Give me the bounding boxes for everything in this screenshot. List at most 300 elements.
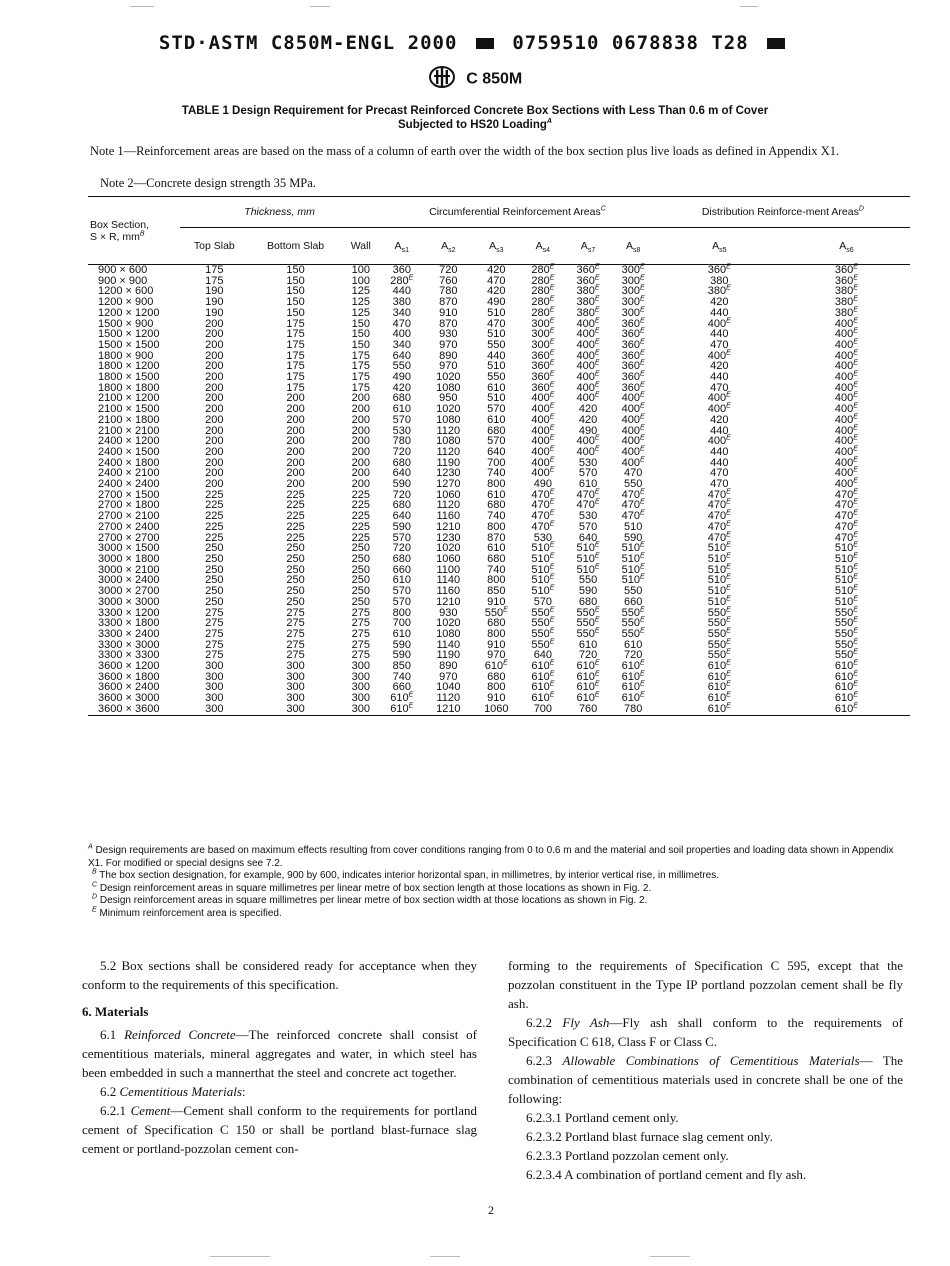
table-cell: 300: [286, 702, 305, 715]
table-cell: 470: [623, 467, 643, 480]
table-cell: $610^E$: [707, 680, 731, 694]
table-cell: 200: [205, 317, 224, 330]
table-cell: $280^E$: [390, 274, 414, 287]
table-cell: 200: [351, 478, 370, 491]
table-cell: 780: [623, 702, 643, 715]
table-cell: 490: [578, 424, 598, 437]
table-cell: 800: [392, 606, 411, 619]
table-cell: $550^E$: [707, 627, 731, 640]
table-cell: 200: [286, 456, 305, 469]
table-cell: $360^E$: [621, 316, 645, 330]
cell-box-section: 3300 × 1200: [98, 606, 160, 619]
table-cell: 530: [392, 424, 411, 437]
table-cell: $470^E$: [576, 498, 600, 512]
cell-box-section: 2400 × 1200: [98, 435, 160, 448]
table-cell: 200: [351, 467, 370, 480]
table-cell: 850: [392, 660, 411, 673]
table-cell: 250: [205, 574, 224, 587]
table-cell: 175: [351, 381, 370, 394]
list-item-6-2-3-3: 6.2.3.3 Portland pozzolan cement only.: [526, 1148, 729, 1163]
table-cell: 300: [351, 681, 370, 694]
table-cell: 420: [710, 360, 729, 373]
table-cell: 870: [439, 317, 458, 330]
para-6-2-1-cont: forming to the requirements of Specification C 595, except that the pozzolan constituent in the Type IP portland pozzolan cement shall be fly ash.: [508, 958, 903, 1011]
table-cell: $610^E$: [707, 670, 731, 683]
table-cell: 225: [205, 510, 224, 523]
table-cell: 440: [710, 328, 729, 341]
table-cell: 200: [205, 349, 224, 362]
table-cell: 740: [487, 467, 506, 480]
table-cell: 200: [205, 392, 224, 405]
header-top-slab: Top Slab: [193, 240, 235, 252]
table-cell: 680: [487, 670, 506, 683]
table-cell: $610^E$: [576, 680, 600, 694]
table-cell: 420: [710, 296, 729, 309]
table-cell: 550: [392, 360, 411, 373]
table-cell: $510^E$: [707, 552, 731, 565]
table-cell: $360^E$: [576, 274, 600, 287]
table-cell: 1270: [436, 478, 461, 491]
table-cell: 870: [439, 296, 458, 309]
table-cell: 225: [351, 488, 370, 501]
table-cell: $400^E$: [707, 348, 731, 362]
table-cell: $470^E$: [531, 498, 555, 512]
table-cell: 400: [392, 328, 411, 341]
table-cell: 200: [286, 413, 305, 426]
table-cell: $360^E$: [834, 263, 858, 276]
table-cell: $400^E$: [531, 434, 555, 448]
table-cell: 780: [439, 285, 458, 298]
table-cell: $360^E$: [621, 327, 645, 341]
table-cell: 250: [286, 542, 305, 555]
table-cell: 150: [286, 296, 305, 309]
table-cell: 200: [286, 392, 305, 405]
table-cell: 200: [351, 392, 370, 405]
table-cell: $360^E$: [531, 359, 555, 373]
table-cell: 200: [205, 360, 224, 373]
table-cell: 550: [623, 585, 643, 598]
table-cell: $400^E$: [531, 466, 555, 480]
table-cell: $400^E$: [834, 434, 858, 448]
table-cell: $550^E$: [576, 605, 600, 619]
table-cell: 680: [487, 617, 506, 630]
table-cell: 300: [205, 681, 224, 694]
table-cell: $400^E$: [834, 348, 858, 362]
table-cell: 910: [487, 638, 506, 651]
table-cell: 225: [286, 488, 305, 501]
table-cell: $510^E$: [576, 552, 600, 565]
table-cell: $400^E$: [531, 445, 555, 458]
table-cell: 470: [710, 338, 729, 351]
table-cell: 150: [351, 328, 370, 341]
table-cell: $470^E$: [621, 498, 645, 512]
table-cell: 490: [533, 478, 553, 491]
table-cell: 570: [578, 467, 598, 480]
header-as3: $A_{s3}$: [489, 240, 504, 255]
table-cell: $510^E$: [531, 584, 555, 598]
table-cell: 760: [578, 702, 598, 715]
table-cell: $300^E$: [531, 338, 555, 351]
table-cell: $380^E$: [576, 306, 600, 319]
table-cell: 570: [533, 595, 553, 608]
table-cell: 800: [487, 627, 506, 640]
table-cell: 275: [286, 649, 305, 662]
table-cell: 200: [351, 413, 370, 426]
table-cell: $610^E$: [707, 691, 731, 705]
table-cell: 610: [392, 403, 411, 416]
cell-box-section: 1800 × 1200: [98, 360, 160, 373]
table-cell: $550^E$: [707, 648, 731, 662]
header-thickness: [180, 197, 379, 228]
table-cell: $610^E$: [621, 691, 645, 705]
table-cell: $470^E$: [576, 488, 600, 501]
table-cell: $550^E$: [621, 627, 645, 640]
table-cell: 470: [487, 274, 506, 287]
table-cell: 740: [487, 510, 506, 523]
scan-mark: [130, 6, 154, 7]
table-cell: 970: [439, 360, 458, 373]
table-cell: 300: [205, 692, 224, 705]
table-cell: 150: [351, 317, 370, 330]
table-cell: $610^E$: [531, 659, 555, 673]
table-cell: 700: [392, 617, 411, 630]
table-cell: 300: [286, 681, 305, 694]
scan-mark: [740, 6, 758, 7]
table-cell: 590: [392, 520, 411, 533]
table-cell: 1040: [436, 681, 461, 694]
table-cell: 660: [392, 681, 411, 694]
table-cell: 910: [439, 306, 458, 319]
table-cell: $400^E$: [576, 391, 600, 405]
table-cell: $470^E$: [707, 488, 731, 501]
table-cell: 175: [286, 381, 305, 394]
cell-box-section: 3300 × 3300: [98, 649, 160, 662]
table-cell: $510^E$: [707, 584, 731, 598]
table-cell: $470^E$: [834, 509, 858, 523]
table-cell: 225: [286, 510, 305, 523]
table-cell: $470^E$: [834, 488, 858, 501]
table-cell: $360^E$: [576, 263, 600, 276]
table-cell: 760: [439, 274, 458, 287]
table-cell: 200: [205, 424, 224, 437]
table-cell: $400^E$: [834, 338, 858, 351]
table-cell: 275: [286, 617, 305, 630]
table-cell: 680: [392, 392, 411, 405]
scan-mark: [650, 1256, 690, 1257]
table-cell: 530: [578, 456, 598, 469]
para-6-2: 6.2 Cementitious Materials:: [100, 1084, 246, 1099]
table-cell: $610^E$: [576, 659, 600, 673]
table-cell: 200: [286, 478, 305, 491]
table-cell: 570: [392, 413, 411, 426]
table-cell: $280^E$: [531, 263, 555, 276]
cell-box-section: 2400 × 1800: [98, 456, 160, 469]
table-cell: $360^E$: [621, 348, 645, 362]
cell-box-section: 2400 × 2400: [98, 478, 160, 491]
table-cell: $610^E$: [621, 659, 645, 673]
table-cell: 950: [439, 392, 458, 405]
table-cell: $400^E$: [707, 402, 731, 416]
table-cell: $280^E$: [531, 306, 555, 319]
cell-box-section: 2400 × 1500: [98, 445, 160, 458]
table-cell: 740: [392, 670, 411, 683]
table-cell: 510: [487, 360, 506, 373]
table-cell: $400^E$: [707, 316, 731, 330]
table-cell: $610^E$: [531, 670, 555, 683]
table-cell: 800: [487, 478, 506, 491]
table-cell: $380^E$: [834, 295, 858, 309]
para-6-2-2: 6.2.2 Fly Ash—Fly ash shall conform to the requirements of Specification C 618, Class F or Class C.: [508, 1015, 904, 1049]
table-cell: $610^E$: [707, 702, 731, 715]
table-cell: $400^E$: [576, 359, 600, 373]
table-cell: 250: [205, 563, 224, 576]
table-cell: 175: [286, 338, 305, 351]
table-cell: 175: [286, 371, 305, 384]
table-cell: $510^E$: [621, 573, 645, 587]
circ-footnote-mark: C: [600, 205, 606, 213]
table-cell: $510^E$: [707, 541, 731, 555]
table-cell: 175: [286, 317, 305, 330]
table-cell: $300^E$: [621, 306, 645, 319]
cell-box-section: 3600 × 2400: [98, 681, 160, 694]
table-cell: 150: [286, 285, 305, 298]
table-cell: 1230: [436, 467, 461, 480]
cell-box-section: 2100 × 1800: [98, 413, 160, 426]
page-number: 2: [488, 1203, 494, 1217]
table-cell: 250: [286, 552, 305, 565]
header-as6: $A_{s6}$: [839, 240, 854, 255]
table-cell: $510^E$: [621, 541, 645, 555]
table-cell: $380^E$: [576, 284, 600, 298]
table-cell: 720: [439, 264, 458, 276]
table-cell: $360^E$: [531, 348, 555, 362]
table-cell: 275: [205, 649, 224, 662]
table-cell: 1020: [436, 403, 461, 416]
table-cell: $510^E$: [707, 563, 731, 576]
table-cell: $400^E$: [621, 402, 645, 416]
header-box-section-label: Box Section,: [90, 218, 149, 231]
table-cell: 340: [392, 338, 411, 351]
table-cell: 470: [487, 317, 506, 330]
table-cell: 550: [623, 478, 643, 491]
table-cell: $360^E$: [621, 381, 645, 394]
table-cell: $470^E$: [531, 520, 555, 533]
table-cell: $400^E$: [621, 413, 645, 426]
footnotes: [88, 845, 910, 920]
table-cell: 440: [392, 285, 411, 298]
cell-box-section: 1500 × 1500: [98, 338, 160, 351]
table-cell: $400^E$: [576, 381, 600, 394]
table-cell: 870: [487, 531, 506, 544]
table-cell: 610: [578, 478, 598, 491]
table-cell: 720: [623, 649, 643, 662]
table-cell: 720: [578, 649, 598, 662]
table-cell: $550^E$: [484, 605, 508, 619]
table-cell: 740: [487, 563, 506, 576]
redaction-block: [476, 38, 494, 49]
table-cell: $610^E$: [834, 702, 858, 715]
table-cell: $400^E$: [531, 413, 555, 426]
table-cell: 420: [578, 403, 598, 416]
table-cell: $510^E$: [621, 552, 645, 565]
redaction-block: [767, 38, 785, 49]
header-as5: $A_{s5}$: [712, 240, 727, 255]
table-cell: 250: [351, 542, 370, 555]
table-cell: 200: [205, 371, 224, 384]
table-cell: 1080: [436, 413, 461, 426]
cell-box-section: 1200 × 600: [98, 285, 154, 298]
table-cell: 890: [439, 660, 458, 673]
table-cell: $300^E$: [621, 274, 645, 287]
table-cell: $400^E$: [834, 402, 858, 416]
table-cell: 930: [439, 606, 458, 619]
table-cell: $360^E$: [621, 370, 645, 384]
table-cell: 1120: [436, 692, 461, 705]
table-cell: 1100: [436, 563, 461, 576]
table-cell: $550^E$: [621, 605, 645, 619]
table-cell: 360: [392, 264, 411, 276]
header-as4: $A_{s4}$: [535, 240, 551, 255]
cell-box-section: 3000 × 2700: [98, 585, 160, 598]
footnote-d: $^D$ Design reinforcement areas in square millimetres per linear metre of box section width at those locations as shown in Fig. 2.: [92, 893, 648, 906]
document-code-header: [0, 32, 950, 54]
table-cell: $510^E$: [576, 541, 600, 555]
cell-box-section: 2100 × 2100: [98, 424, 160, 437]
cell-box-section: 1800 × 900: [98, 349, 154, 362]
code-line: STD·ASTM C850M-ENGL 2000: [158, 32, 458, 54]
table-cell: 300: [286, 670, 305, 683]
table-cell: $400^E$: [531, 456, 555, 469]
table-cell: 175: [286, 360, 305, 373]
table-cell: $360^E$: [621, 338, 645, 351]
table-cell: 275: [351, 617, 370, 630]
list-item-6-2-3-1: 6.2.3.1 Portland cement only.: [526, 1110, 679, 1125]
cell-box-section: 2700 × 2400: [98, 520, 160, 533]
table-cell: 1190: [436, 649, 461, 662]
table-cell: $400^E$: [576, 445, 600, 458]
footnote-e: $^E$ Minimum reinforcement area is specified.: [92, 906, 282, 919]
table-cell: $400^E$: [531, 402, 555, 416]
table-cell: $510^E$: [834, 541, 858, 555]
cell-box-section: 1500 × 1200: [98, 328, 160, 341]
table-cell: $400^E$: [834, 316, 858, 330]
table-row: [88, 704, 910, 715]
table-cell: 680: [392, 499, 411, 512]
table-cell: $400^E$: [576, 316, 600, 330]
table-cell: 225: [205, 531, 224, 544]
header-bottom-slab: Bottom Slab: [266, 240, 325, 252]
table-cell: 700: [487, 456, 506, 469]
table-cell: 225: [205, 520, 224, 533]
table-cell: $550^E$: [834, 648, 858, 662]
header-as8: $A_{s8}$: [625, 240, 641, 255]
table-cell: 720: [392, 488, 411, 501]
table-cell: 890: [439, 349, 458, 362]
table-cell: 510: [623, 520, 643, 533]
table-cell: 300: [351, 660, 370, 673]
table-cell: 970: [439, 670, 458, 683]
footnote-b: $^B$ The box section designation, for example, 900 by 600, indicates interior horizontal span, in millimetres, by interior vertical rise, in millimetres.: [92, 868, 719, 881]
title-footnote-mark: A: [546, 118, 552, 126]
table-cell: 275: [205, 617, 224, 630]
table-cell: $550^E$: [531, 616, 555, 630]
table-cell: 200: [205, 467, 224, 480]
table-cell: $550^E$: [707, 637, 731, 651]
table-cell: $510^E$: [531, 563, 555, 576]
table-cell: 275: [351, 649, 370, 662]
table-cell: 1080: [436, 435, 461, 448]
table-cell: 200: [286, 435, 305, 448]
table-cell: $510^E$: [531, 552, 555, 565]
table-cell: $400^E$: [834, 391, 858, 405]
table-cell: 300: [351, 692, 370, 705]
table-cell: 250: [286, 585, 305, 598]
table-cell: 470: [710, 467, 729, 480]
table-cell: 190: [205, 296, 224, 309]
table-cell: $360^E$: [531, 381, 555, 394]
table-cell: $400^E$: [834, 370, 858, 384]
table-cell: $470^E$: [707, 530, 731, 544]
left-column: [82, 956, 477, 1158]
table-cell: 300: [205, 660, 224, 673]
table-cell: $380^E$: [834, 284, 858, 298]
cell-box-section: 1800 × 1800: [98, 381, 160, 394]
cell-box-section: 3000 × 1500: [98, 542, 160, 555]
table-cell: 800: [487, 681, 506, 694]
table-cell: 250: [351, 585, 370, 598]
table-cell: 1080: [436, 381, 461, 394]
table-cell: $400^E$: [621, 423, 645, 437]
table-cell: 275: [205, 606, 224, 619]
header-distribution: [656, 197, 910, 228]
table-cell: $610^E$: [834, 680, 858, 694]
cell-box-section: 2700 × 1500: [98, 488, 160, 501]
table-cell: 200: [351, 403, 370, 416]
table-cell: $280^E$: [531, 274, 555, 287]
table-cell: 640: [533, 649, 553, 662]
designation-text: C 850M: [466, 70, 523, 88]
table-cell: $550^E$: [621, 616, 645, 630]
table-cell: $470^E$: [834, 520, 858, 533]
table-cell: 1020: [436, 617, 461, 630]
table-cell: $300^E$: [531, 327, 555, 341]
table-cell: 550: [578, 574, 598, 587]
table-cell: 420: [487, 285, 506, 298]
table-cell: 610: [578, 638, 598, 651]
table-cell: $610^E$: [484, 659, 508, 673]
cell-box-section: 2400 × 2100: [98, 467, 160, 480]
table-cell: $280^E$: [531, 295, 555, 309]
table-cell: 250: [351, 595, 370, 608]
table-cell: $400^E$: [621, 391, 645, 405]
table-cell: 225: [351, 531, 370, 544]
table-cell: $400^E$: [834, 359, 858, 373]
table-cell: $610^E$: [531, 680, 555, 694]
table-cell: $400^E$: [621, 456, 645, 469]
table-cell: 510: [487, 328, 506, 341]
table-cell: 780: [392, 435, 411, 448]
table-cell: 680: [487, 424, 506, 437]
cell-box-section: 3300 × 1800: [98, 617, 160, 630]
table-cell: $400^E$: [707, 434, 731, 448]
table-cell: $550^E$: [576, 616, 600, 630]
table-cell: 250: [351, 552, 370, 565]
table-cell: $550^E$: [834, 627, 858, 640]
table-cell: 275: [205, 627, 224, 640]
list-item-6-2-3-4: 6.2.3.4 A combination of portland cement and fly ash.: [526, 1167, 807, 1182]
table-cell: $610^E$: [834, 659, 858, 673]
table-cell: 1160: [436, 510, 461, 523]
